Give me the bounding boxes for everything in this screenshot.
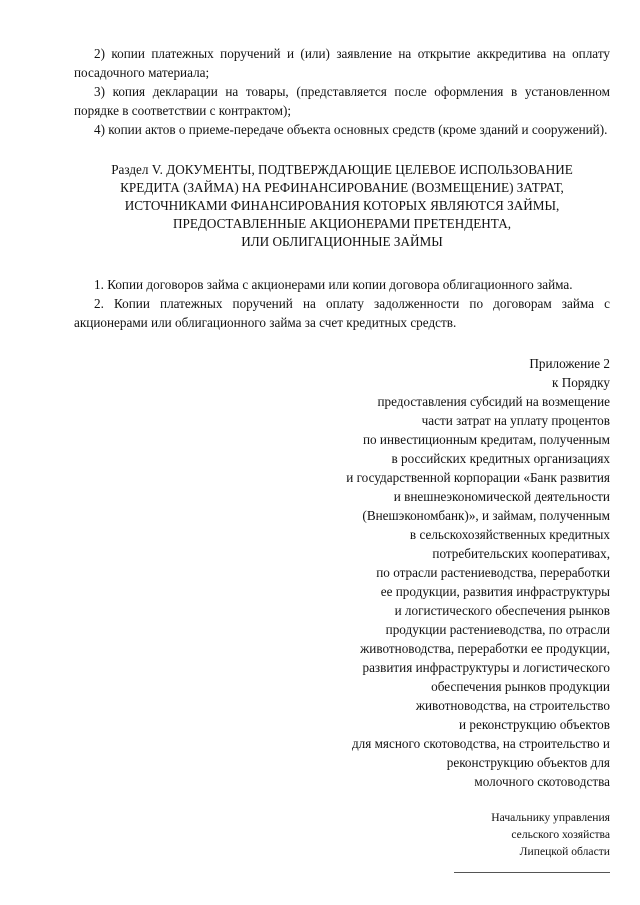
addressee-line: Липецкой области <box>519 845 610 858</box>
section-title-line: ИСТОЧНИКАМИ ФИНАНСИРОВАНИЯ КОТОРЫХ ЯВЛЯЮТСЯ ЗАЙМЫ, <box>124 198 560 213</box>
list-item: 3) копия декларации на товары, (представляется после оформления в установленном порядке в соответствии с контрактом); <box>74 84 610 118</box>
section-title-line: КРЕДИТА (ЗАЙМА) НА РЕФИНАНСИРОВАНИЕ (ВОЗМЕЩЕНИЕ) ЗАТРАТ, <box>120 180 564 195</box>
appendix-line: животноводства, переработки ее продукции, <box>360 641 610 656</box>
list-item: 1. Копии договоров займа с акционерами или копии договора облигационного займа. <box>94 277 573 292</box>
appendix-line: части затрат на уплату процентов <box>421 413 610 428</box>
list-item: 2. Копии платежных поручений на оплату задолженности по договорам займа с акционерами или облигационного займа за счет кредитных средств. <box>74 296 610 330</box>
appendix-line: для мясного скотоводства, на строительство и <box>351 736 610 751</box>
appendix-line: и реконструкцию объектов <box>459 717 610 732</box>
addressee-line: Начальнику управления <box>491 811 610 824</box>
appendix-line: предоставления субсидий на возмещение <box>377 394 610 409</box>
appendix-line: продукции растениеводства, по отрасли <box>385 622 610 637</box>
appendix-line: в российских кредитных организациях <box>391 451 610 466</box>
appendix-line: развития инфраструктуры и логистического <box>362 660 610 675</box>
appendix-line: в сельскохозяйственных кредитных <box>409 527 610 542</box>
section-title-line: ИЛИ ОБЛИГАЦИОННЫЕ ЗАЙМЫ <box>241 234 443 249</box>
appendix-line: и государственной корпорации «Банк развития <box>346 470 610 485</box>
addressee-line: сельского хозяйства <box>511 828 610 841</box>
appendix-line: реконструкцию объектов для <box>446 755 610 770</box>
section-items-list <box>74 275 610 332</box>
appendix-line: ее продукции, развития инфраструктуры <box>380 584 610 599</box>
appendix-line: и внешнеэкономической деятельности <box>393 489 610 504</box>
section-title-line: ПРЕДОСТАВЛЕННЫЕ АКЦИОНЕРАМИ ПРЕТЕНДЕНТА, <box>172 216 512 231</box>
appendix-line: по инвестиционным кредитам, полученным <box>362 432 610 447</box>
appendix-line: молочного скотоводства <box>474 774 610 789</box>
appendix-line: Приложение 2 <box>529 356 610 371</box>
appendix-line: обеспечения рынков продукции <box>431 679 610 694</box>
appendix-header <box>74 354 610 791</box>
appendix-line: потребительских кооперативах, <box>432 546 610 561</box>
appendix-line: к Порядку <box>551 375 610 390</box>
appendix-line: и логистического обеспечения рынков <box>394 603 610 618</box>
addressee-block <box>74 809 610 860</box>
top-items-list <box>74 44 610 139</box>
appendix-line: по отрасли растениеводства, переработки <box>376 565 610 580</box>
appendix-line: (Внешэкономбанк)», и займам, полученным <box>362 508 610 523</box>
list-item: 2) копии платежных поручений и (или) заявление на открытие аккредитива на оплату посадочного материала; <box>74 46 610 80</box>
list-item: 4) копии актов о приеме-передаче объекта основных средств (кроме зданий и сооружений). <box>94 122 608 137</box>
section-title-line: Раздел V. ДОКУМЕНТЫ, ПОДТВЕРЖДАЮЩИЕ ЦЕЛЕВОЕ ИСПОЛЬЗОВАНИЕ <box>111 162 573 177</box>
section-title <box>74 161 610 251</box>
signature-line <box>454 872 610 873</box>
appendix-line: животноводства, на строительство <box>415 698 610 713</box>
document-page <box>74 44 610 873</box>
